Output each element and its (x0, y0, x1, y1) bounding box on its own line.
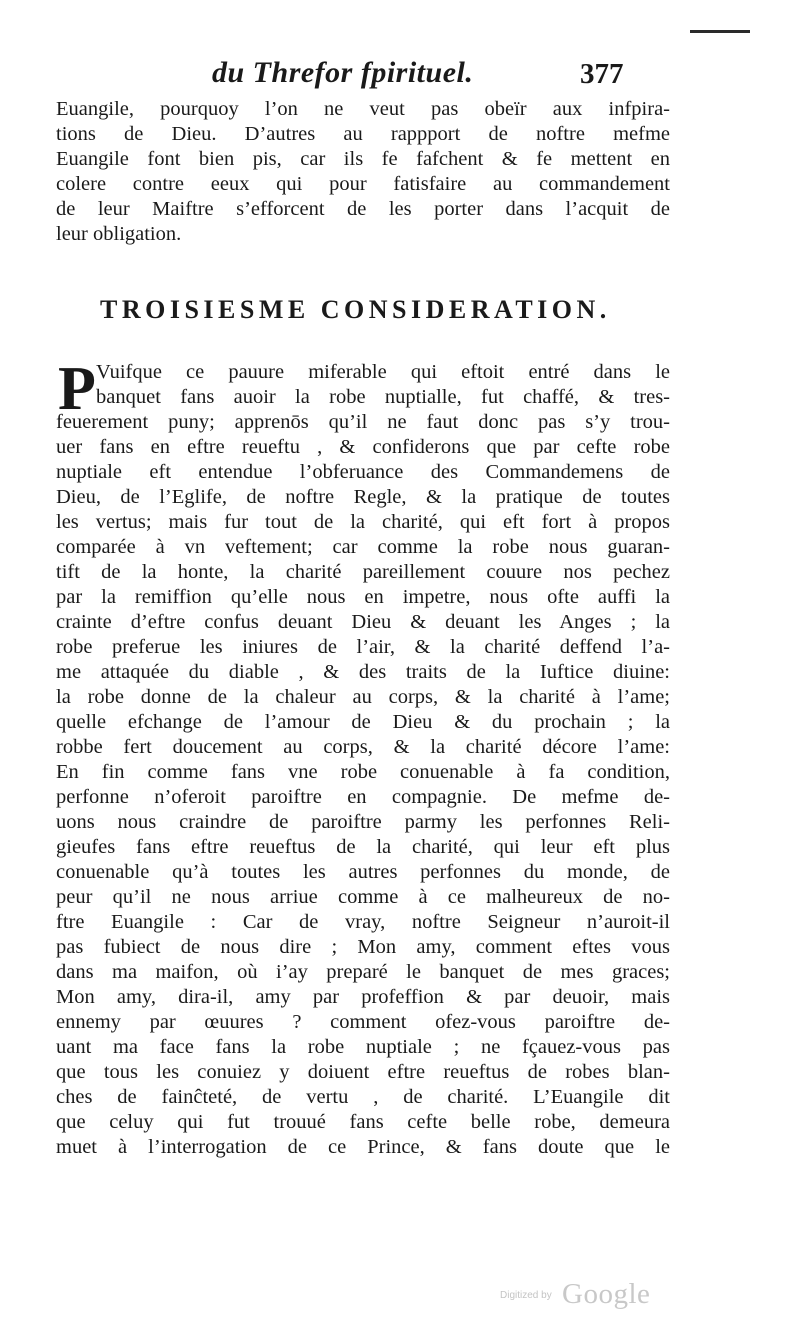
text-line: En fin comme fans vne robe conuenable à fa condition, (56, 761, 670, 783)
text-line: par la remiffion qu’elle nous en impetre, nous ofte auffi la (56, 586, 670, 608)
text-line: Mon amy, dira-il, amy par profeffion & par deuoir, mais (56, 986, 670, 1008)
text-line: comparée à vn veftement; car comme la robe nous guaran- (56, 536, 670, 558)
text-line: uons nous craindre de paroiftre parmy les perfonnes Reli- (56, 811, 670, 833)
text-line: dans ma maifon, où i’ay preparé le banquet de mes graces; (56, 961, 670, 983)
text-line: que celuy qui fut trouué fans cefte belle robe, demeura (56, 1111, 670, 1133)
text-line: la robe donne de la chaleur au corps, & la charité à l’ame; (56, 686, 670, 708)
drop-cap: P (58, 355, 96, 423)
text-line: perfonne n’oferoit paroiftre en compagnie. De mefme de- (56, 786, 670, 808)
text-line: ches de fainĉteté, de vertu , de charité. L’Euangile dit (56, 1086, 670, 1108)
text-line: me attaquée du diable , & des traits de la Iuftice diuine: (56, 661, 670, 683)
text-line: gieufes fans eftre reueftus de la charité, qui leur eft plus (56, 836, 670, 858)
page-number: 377 (580, 58, 624, 90)
text-line: conuenable qu’à toutes les autres perfonnes du monde, de (56, 861, 670, 883)
text-line: tions de Dieu. D’autres au rappport de noftre mefme (56, 123, 670, 145)
text-line: colere contre eeux qui pour fatisfaire au commandement (56, 173, 670, 195)
text-line: pas fubiect de nous dire ; Mon amy, comment eftes vous (56, 936, 670, 958)
text-line: Vuifque ce pauure miferable qui eftoit entré dans le (96, 361, 670, 383)
text-line: crainte d’eftre confus deuant Dieu & deuant les Anges ; la (56, 611, 670, 633)
text-line: muet à l’interrogation de ce Prince, & fans doute que le (56, 1136, 670, 1158)
text-line: Dieu, de l’Eglife, de noftre Regle, & la pratique de toutes (56, 486, 670, 508)
text-line: uer fans en eftre reueftu , & confiderons que par cefte robe (56, 436, 670, 458)
paragraph-continuation (56, 97, 670, 247)
text-line: les vertus; mais fur tout de la charité, qui eft fort à propos (56, 511, 670, 533)
page-header (212, 56, 672, 96)
digitization-watermark (500, 1278, 670, 1314)
text-line: nuptiale eft entendue l’obferuance des Commandemens de (56, 461, 670, 483)
text-line: robe preferue les iniures de l’air, & la charité deffend l’a- (56, 636, 670, 658)
text-line: ennemy par œuures ? comment ofez-vous paroiftre de- (56, 1011, 670, 1033)
text-line: Euangile font bien pis, car ils fe fafchent & fe mettent en (56, 148, 670, 170)
text-line: feuerement puny; apprenōs qu’il ne faut donc pas s’y trou- (56, 411, 670, 433)
text-line: quelle efchange de l’amour de Dieu & du prochain ; la (56, 711, 670, 733)
text-line: uant ma face fans la robe nuptiale ; ne fçauez-vous pas (56, 1036, 670, 1058)
text-line: que tous les conuiez y doiuent eftre reueftus de robes blan- (56, 1061, 670, 1083)
text-line: leur obligation. (56, 223, 182, 245)
text-line: tift de la honte, la charité pareillement couure nos pechez (56, 561, 670, 583)
printer-mark (690, 30, 750, 33)
paragraph-main (56, 355, 670, 1160)
text-line: Euangile, pourquoy l’on ne veut pas obeïr aux infpira- (56, 98, 670, 120)
text-line: banquet fans auoir la robe nuptialle, fut chaffé, & tres- (96, 386, 670, 408)
digitized-by-label: Digitized by (500, 1290, 552, 1301)
google-logo: Google (562, 1278, 651, 1310)
text-line: ftre Euangile : Car de vray, noftre Seigneur n’auroit-il (56, 911, 670, 933)
text-line: robbe fert doucement au corps, & la charité décore l’ame: (56, 736, 670, 758)
running-title: du Threfor fpirituel. (212, 56, 474, 89)
text-line: de leur Maiftre s’efforcent de les porter dans l’acquit de (56, 198, 670, 220)
text-line: peur qu’il ne nous arriue comme à ce malheureux de no- (56, 886, 670, 908)
section-heading: TROISIESME CONSIDERATION. (100, 295, 611, 324)
